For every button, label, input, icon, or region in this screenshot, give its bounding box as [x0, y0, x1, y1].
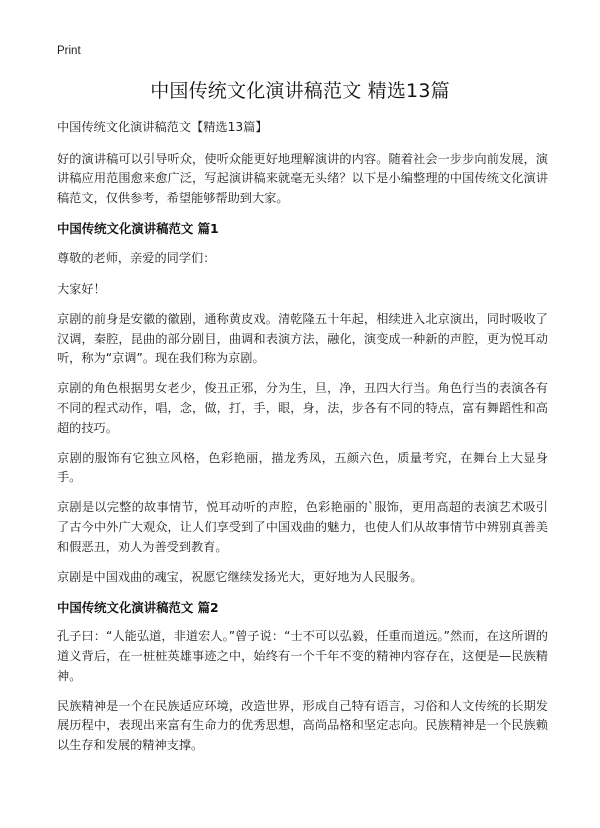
- paragraph: 大家好！: [57, 281, 106, 296]
- print-link[interactable]: Print: [57, 45, 81, 57]
- section-heading-1: 中国传统文化演讲稿范文 篇1: [57, 221, 219, 237]
- article-subtitle: 中国传统文化演讲稿范文【精选13篇】: [57, 120, 268, 134]
- paragraph: 京剧的角色根据男女老少，俊丑正邪，分为生，旦，净，丑四大行当。角色行当的表演各有不同的程式动作，唱，念，做，打，手，眼，身，法，步各有不同的特点，富有舞蹈性和高超的技巧。: [57, 381, 548, 435]
- paragraph: 民族精神是一个在民族适应环境，改造世界，形成自己特有语言，习俗和人文传统的长期发展历程中，表现出来富有生命力的优秀思想，高尚品格和坚定志向。民族精神是一个民族赖以生存和发展的精神支撑。: [57, 698, 548, 752]
- section-heading-2: 中国传统文化演讲稿范文 篇2: [57, 599, 219, 615]
- paragraph: 京剧的前身是安徽的徽剧，通称黄皮戏。清乾隆五十年起，相续进入北京演出，同时吸收了汉调，秦腔，昆曲的部分剧目，曲调和表演方法，融化，演变成一种新的声腔，更为悦耳动听，称为“京调”。现在我们称为京剧。: [57, 312, 548, 366]
- article-body: [57, 118, 548, 766]
- paragraph: 京剧是以完整的故事情节，悦耳动听的声腔，色彩艳丽的`服饰，更用高超的表演艺术吸引了古今中外广大观众，让人们享受到了中国戏曲的魅力，也使人们从故事情节中辨别真善美和假恶丑，劝人为善受到教育。: [57, 500, 548, 554]
- page-title: 中国传统文化演讲稿范文 精选13篇: [150, 80, 450, 102]
- paragraph: 京剧是中国戏曲的魂宝，祝愿它继续发扬光大，更好地为人民服务。: [57, 569, 423, 584]
- paragraph: 孔子曰：“人能弘道，非道宏人。”曾子说：“士不可以弘毅，任重而道远。”然而，在这所谓的道义背后，在一桩桩英雄事迹之中，始终有一个千年不变的精神内容存在，这便是—民族精神。: [57, 629, 548, 683]
- intro-paragraph: 好的演讲稿可以引导听众，使听众能更好地理解演讲的内容。随着社会一步步向前发展，演讲稿应用范围愈来愈广泛，写起演讲稿来就毫无头绪？以下是小编整理的中国传统文化演讲稿范文，仅供参考，希望能够帮助到大家。: [57, 151, 548, 205]
- paragraph: 尊敬的老师，亲爱的同学们：: [57, 250, 216, 265]
- paragraph: 京剧的服饰有它独立风格，色彩艳丽，描龙秀凤，五颜六色，质量考究，在舞台上大显身手。: [57, 450, 548, 485]
